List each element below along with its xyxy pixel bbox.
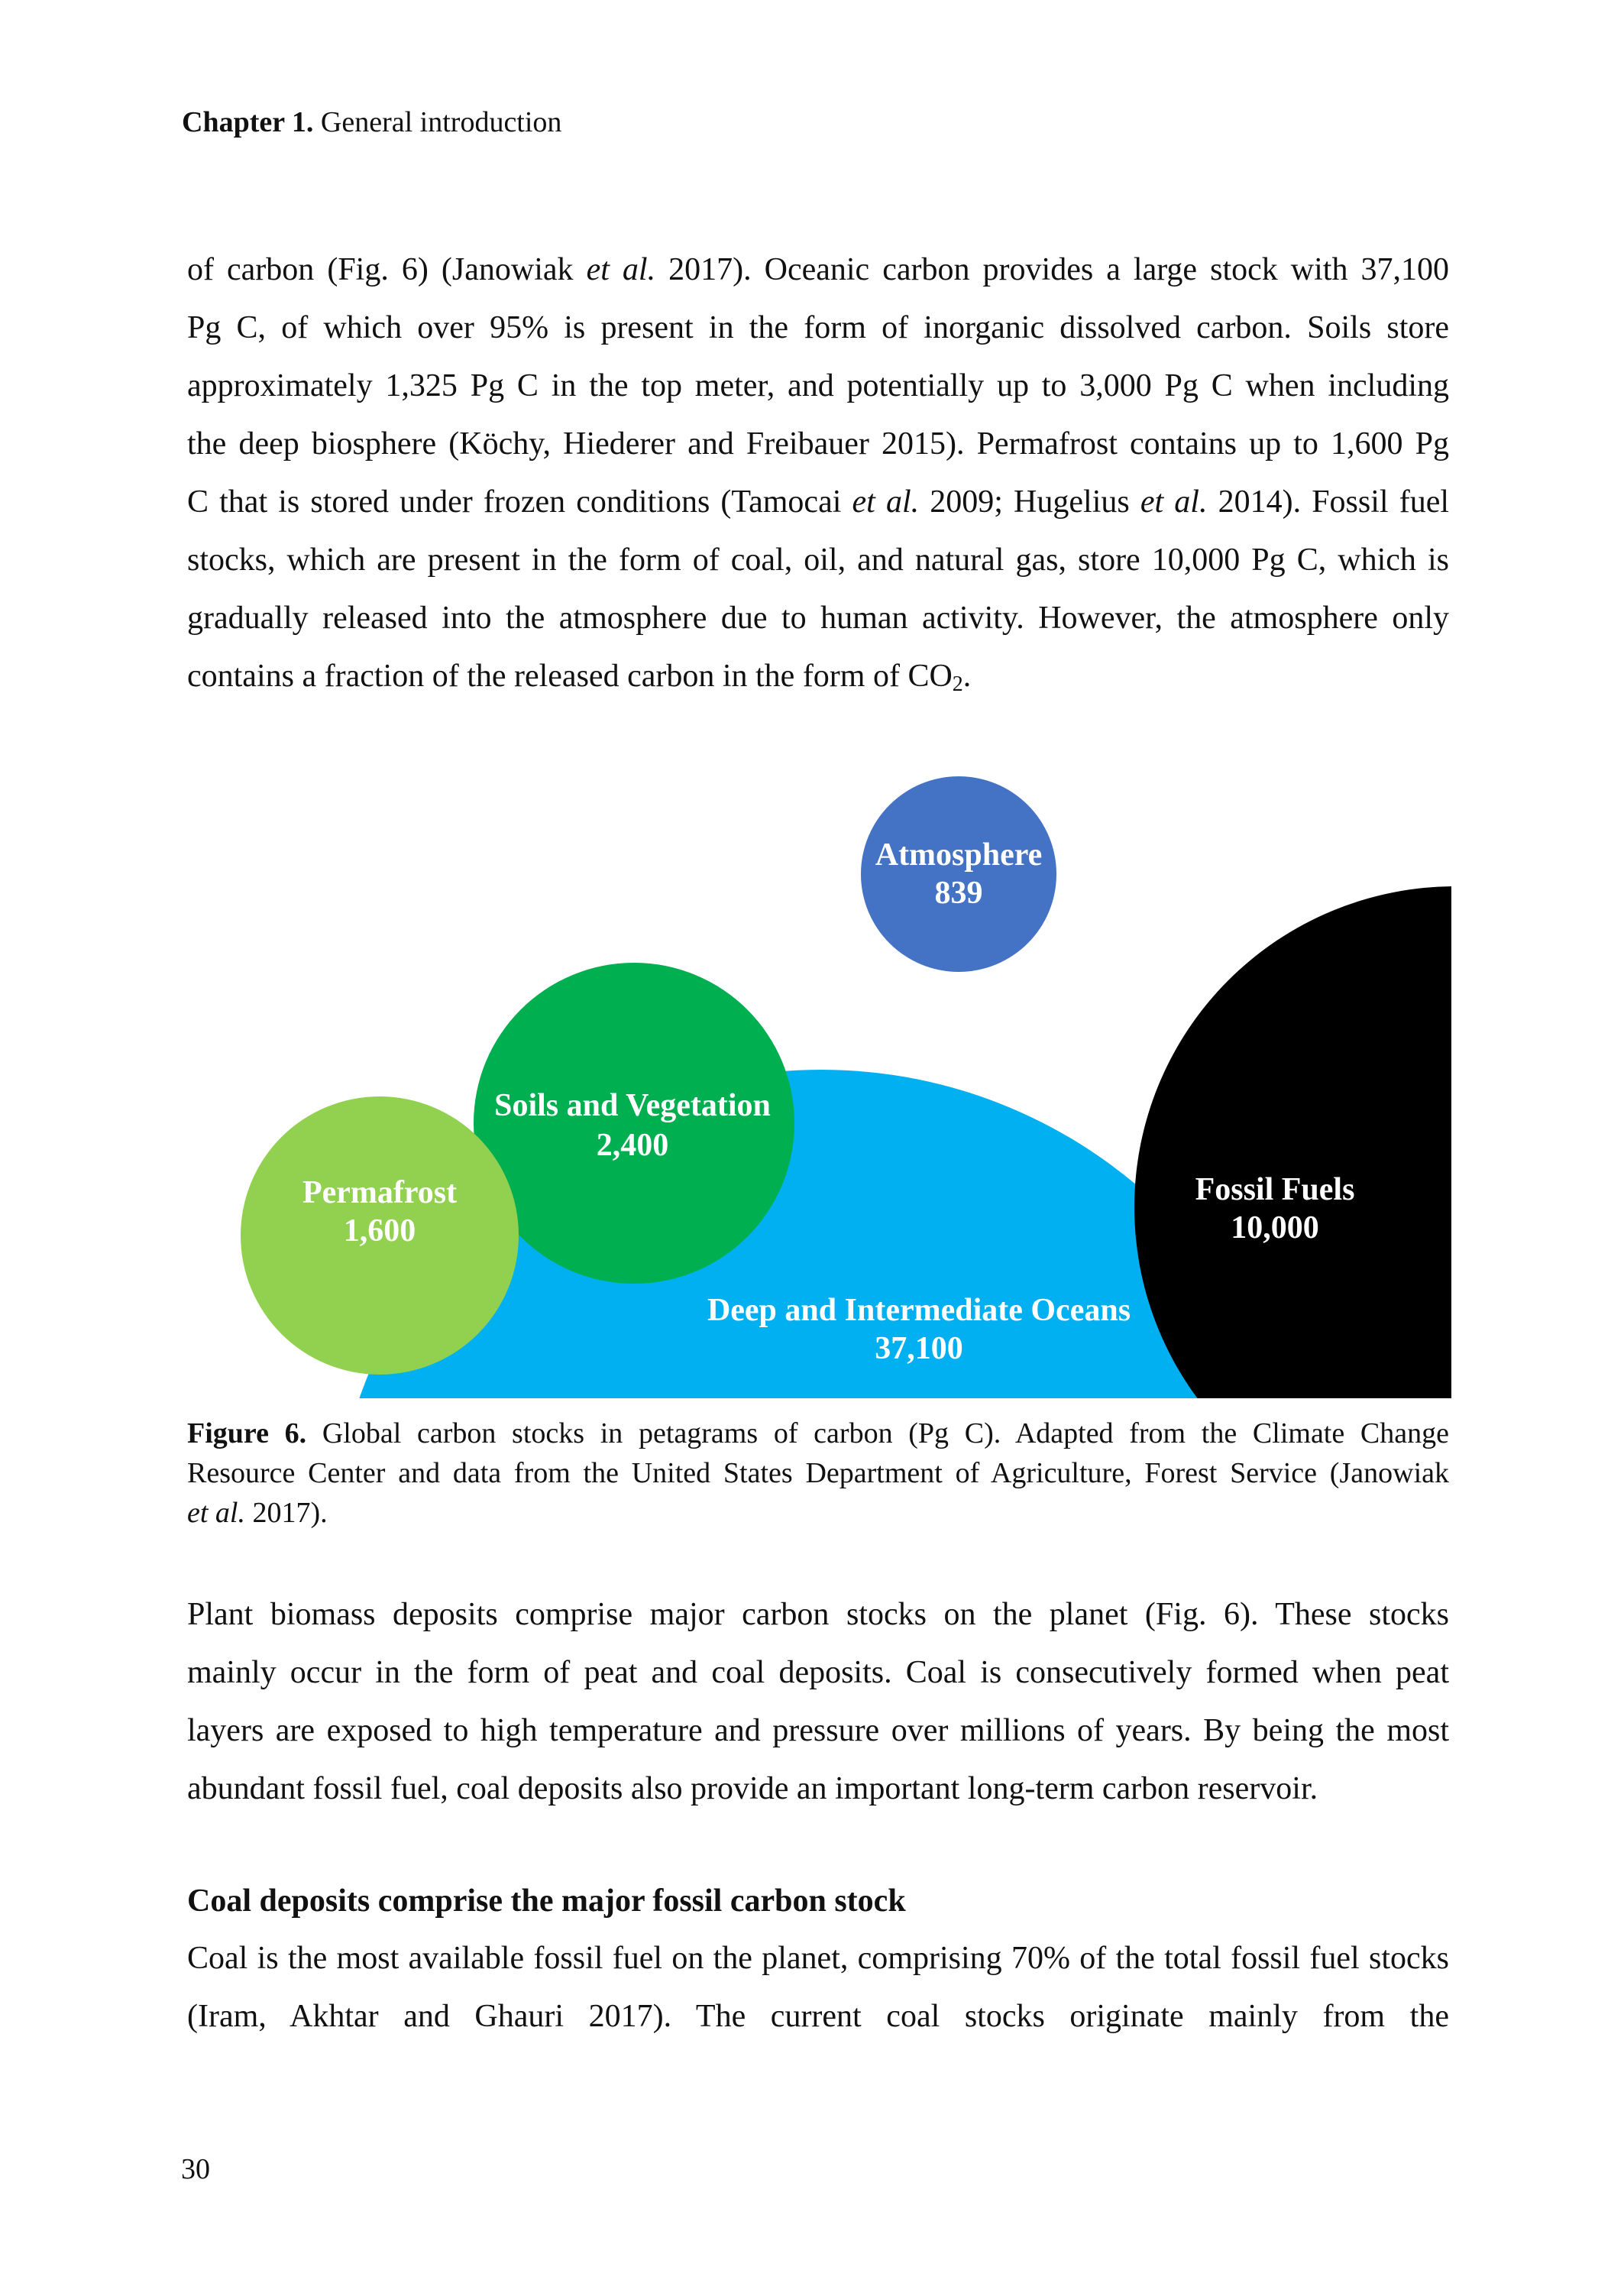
section-heading: Coal deposits comprise the major fossil carbon stock	[187, 1883, 906, 1919]
paragraph-line: the deep biosphere (Köchy, Hiederer and Freibauer 2015). Permafrost contains up to 1,600 Pg	[187, 426, 1449, 462]
paragraph-line: contains a fraction of the released carbon in the form of $CO_2$.	[187, 659, 972, 696]
soils-vegetation-value: 2,400	[596, 1128, 669, 1163]
paragraph-line: Pg C, of which over 95% is present in the form of inorganic dissolved carbon. Soils store	[187, 310, 1449, 345]
paragraph-line: Coal is the most available fossil fuel on the planet, comprising 70% of the total fossil fuel stocks	[187, 1941, 1449, 1976]
chapter-title: General introduction	[320, 106, 562, 138]
permafrost-label: Permafrost	[302, 1175, 458, 1210]
paragraph-line: (Iram, Akhtar and Ghauri 2017). The current coal stocks originate mainly from the	[187, 1999, 1449, 2034]
paragraph-3	[187, 1929, 1449, 2045]
paragraph-line: Plant biomass deposits comprise major carbon stocks on the planet (Fig. 6). These stocks	[187, 1597, 1449, 1632]
chapter-label: Chapter 1.	[182, 106, 314, 138]
oceans-value: 37,100	[875, 1331, 963, 1366]
oceans-label: Deep and Intermediate Oceans	[707, 1293, 1131, 1328]
atmosphere-bubble	[861, 776, 1056, 972]
paragraph-line: abundant fossil fuel, coal deposits also provide an important long-term carbon reservoir.	[187, 1771, 1318, 1806]
paragraph-line: C that is stored under frozen conditions (Tamocai et al. 2009; Hugelius et al. 2014). Fossil fuel	[187, 484, 1449, 520]
soils-vegetation-bubble	[474, 963, 794, 1284]
fossil-fuels-label: Fossil Fuels	[1195, 1172, 1355, 1207]
paragraph-line: approximately 1,325 Pg C in the top meter, and potentially up to 3,000 Pg C when including	[187, 368, 1449, 403]
atmosphere-value: 839	[934, 876, 983, 911]
paragraph-line: mainly occur in the form of peat and coal deposits. Coal is consecutively formed when peat	[187, 1655, 1449, 1690]
paragraph-line: layers are exposed to high temperature and pressure over millions of years. By being the most	[187, 1713, 1449, 1748]
paragraph-2	[187, 1585, 1449, 1818]
fossil-fuels-value: 10,000	[1231, 1210, 1319, 1245]
page-number: 30	[181, 2153, 210, 2185]
atmosphere-label: Atmosphere	[875, 837, 1043, 873]
figure-label: Figure 6.	[187, 1417, 307, 1449]
permafrost-value: 1,600	[343, 1213, 416, 1249]
figure-caption: Figure 6. Global carbon stocks in petagrams of carbon (Pg C). Adapted from the Climate Change Resource Center and data from the United States Department of Agriculture, Forest Service (Janowiak et al. 2017).	[187, 1417, 1449, 1529]
paragraph-line: stocks, which are present in the form of coal, oil, and natural gas, store 10,000 Pg C, which is	[187, 542, 1449, 578]
soils-vegetation-label: Soils and Vegetation	[494, 1088, 771, 1123]
paragraph-line: gradually released into the atmosphere due to human activity. However, the atmosphere only	[187, 601, 1449, 636]
paragraph-line: of carbon (Fig. 6) (Janowiak et al. 2017). Oceanic carbon provides a large stock with 37,100	[187, 252, 1449, 287]
